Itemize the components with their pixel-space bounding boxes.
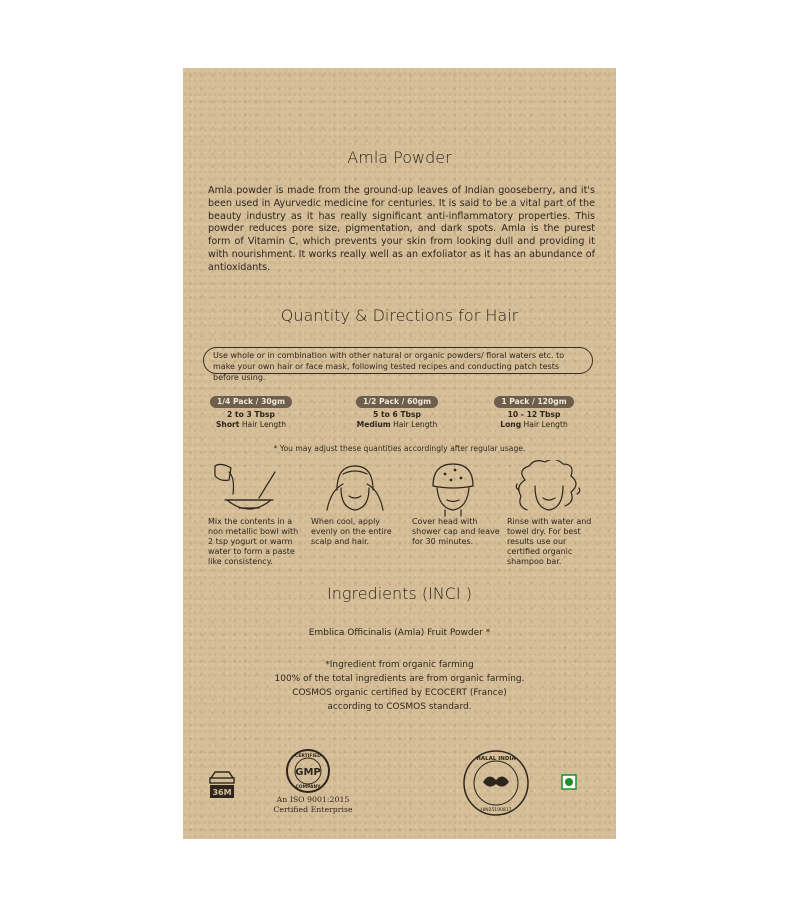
svg-text:HALAL INDIA: HALAL INDIA — [476, 756, 516, 762]
organic-line: 100% of the total ingredients are from organic farming. — [274, 674, 525, 684]
product-title: Amla Powder — [347, 148, 452, 167]
usage-intro-box: Use whole or in combination with other natural or organic powders/ floral waters etc. to make your own hair or face mask, following tested recipes and conducting patch tests before using. — [203, 347, 593, 374]
svg-text:GMP: GMP — [295, 767, 321, 778]
apply-to-scalp-icon — [313, 460, 393, 518]
pack-size-badge: 1/2 Pack / 60gm — [356, 396, 438, 408]
step-1-text: Mix the contents in a non metallic bowl with 2 tsp yogurt or warm water to form a paste like consistency. — [208, 517, 299, 566]
ingredient-inci-name: Emblica Officinalis (Amla) Fruit Powder * — [308, 628, 491, 638]
shelf-life-jar-icon — [207, 768, 237, 800]
step-4-text: Rinse with water and towel dry. For best results use our certified organic shampoo bar. — [507, 517, 592, 566]
step-3-text: Cover head with shower cap and leave for 30 minutes. — [412, 517, 500, 546]
shelf-life-label: 36M — [212, 788, 232, 797]
iso-line: Certified Enterprise — [273, 804, 353, 814]
pack-size-badge: 1/4 Pack / 30gm — [210, 396, 292, 408]
pack-full — [479, 396, 589, 430]
product-description: Amla powder is made from the ground-up leaves of Indian gooseberry, and it's been used in Ayurvedic medicine for centuries. It is said to be a vital part of the beauty industry as it has really significant anti-inflammatory properties. This powder reduces pore size, pigmentation, and dark spots. Amla is the purest form of Vitamin C, which prevents your skin from looking dull and providing it with nourishment. It works really well as an exfoliator as it has an abundance of antioxidants. — [208, 185, 595, 273]
iso-certification — [263, 795, 363, 814]
organic-statement — [183, 658, 616, 714]
quantity-note: * You may adjust these quantities accordingly after regular usage. — [273, 444, 526, 453]
step-2-text: When cool, apply evenly on the entire scalp and hair. — [311, 517, 392, 546]
ingredients-title: Ingredients (INCI ) — [327, 584, 472, 603]
pack-half — [342, 396, 452, 430]
hair-length: Short Hair Length — [215, 420, 287, 429]
organic-line: according to COSMOS standard. — [327, 702, 472, 712]
iso-line: An ISO 9001:2015 — [276, 795, 350, 804]
mixing-bowl-icon — [207, 460, 287, 518]
pack-quarter — [196, 396, 306, 430]
svg-text:COMPANY: COMPANY — [295, 785, 321, 790]
hair-length: Medium Hair Length — [356, 420, 438, 429]
vegetarian-mark-icon — [561, 774, 577, 790]
halal-india-seal — [461, 748, 531, 818]
pack-amount: 2 to 3 Tbsp — [227, 410, 275, 419]
pack-amount: 5 to 6 Tbsp — [373, 410, 421, 419]
directions-title: Quantity & Directions for Hair — [280, 306, 519, 325]
pack-amount: 10 - 12 Tbsp — [507, 410, 561, 419]
organic-line: *Ingredient from organic farming — [325, 660, 474, 670]
pack-size-badge: 1 Pack / 120gm — [494, 396, 573, 408]
rinse-hair-icon — [507, 460, 587, 518]
hair-length: Long Hair Length — [500, 420, 568, 429]
svg-text:CERTIFIED: CERTIFIED — [295, 754, 321, 759]
gmp-certified-seal — [285, 748, 331, 794]
halal-number: HIN25190817 — [480, 808, 512, 813]
package-back-panel — [183, 68, 616, 839]
organic-line: COSMOS organic certified by ECOCERT (France) — [292, 688, 507, 698]
shower-cap-icon — [411, 460, 491, 518]
